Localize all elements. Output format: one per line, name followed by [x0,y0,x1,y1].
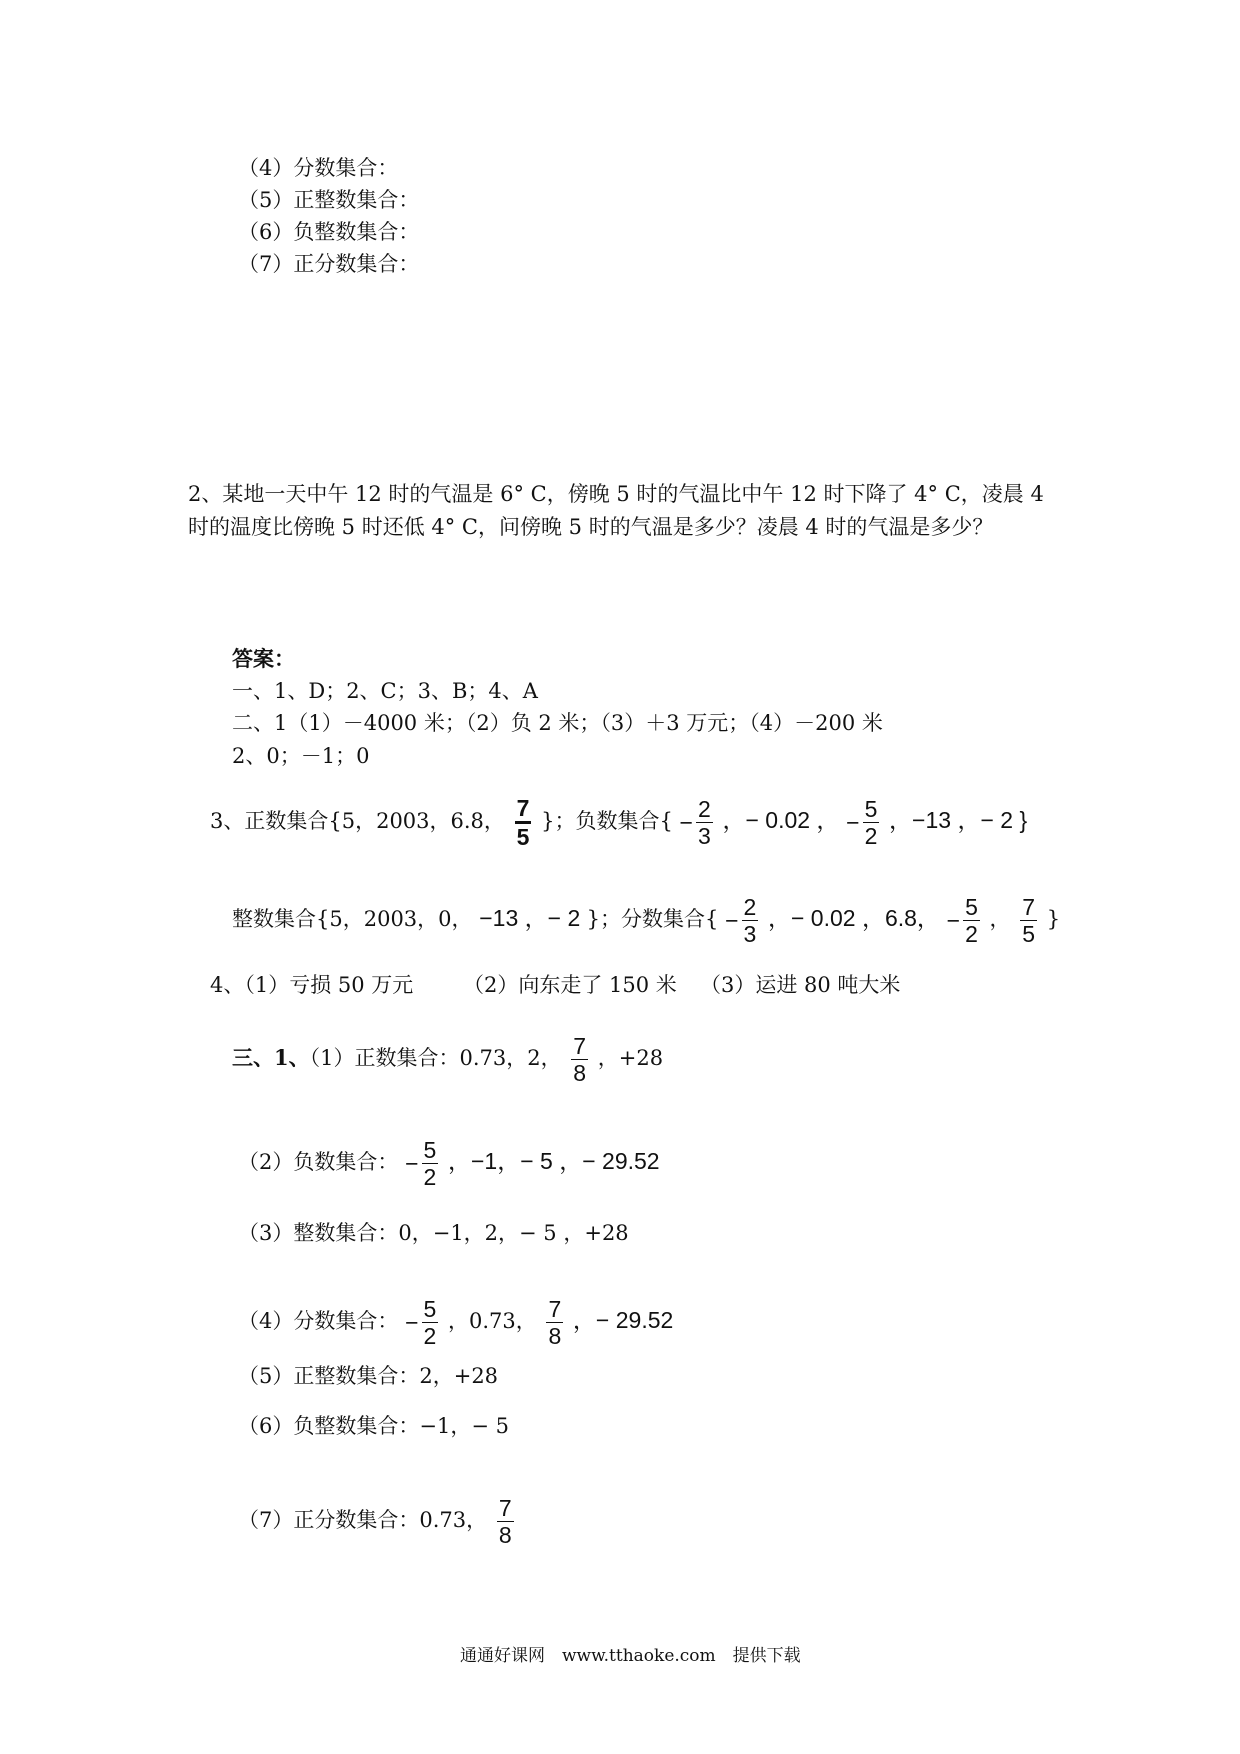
answer-section-3-p2 [238,1131,660,1194]
fraction-5-2: $\frac{5}{2}$ [965,894,978,947]
minus-sign: − [725,907,739,934]
p1-label: （1）正数集合：0.73，2， [309,1046,562,1070]
q3-integer-values: −13 ，− 2 [479,905,587,931]
answer-section-2-q3-sets [232,888,1060,951]
fraction-5-2: $\frac{5}{2}$ [423,1137,437,1190]
answers-heading: 答案： [232,646,295,671]
minus-sign: − [405,1309,419,1336]
answer-section-2-q4-a: 4、（1）亏损 50 万元 [210,973,414,997]
fraction-7-5: $\frac{7}{5}$ [1022,894,1036,947]
q3-integer-prefix: 整数集合{5，2003，0， [232,907,473,931]
fraction-5-2: $\frac{5}{2}$ [864,796,878,849]
q2-line-2: 时的温度比傍晚 5 时还低 4° C，问傍晚 5 时的气温是多少？凌晨 4 时的气温是多少？ [188,515,994,539]
fraction-5-2: $\frac{5}{2}$ [423,1296,437,1349]
fraction-7-8: $\frac{7}{8}$ [498,1495,512,1548]
q3-negative-values-2: ，−13 ，− 2 } [889,807,1028,833]
p4-end: ，− 29.52 [572,1307,674,1333]
q3-negative-prefix: }；负数集合{ [541,809,673,833]
p4-mid: ，0.73， [447,1309,537,1333]
q3-fraction-values: ，− 0.02 ，6.8， [767,905,940,931]
answer-section-3-p3: （3）整数集合：0，−1，2，− 5 ，+28 [238,1221,629,1245]
q1-item-negative-integer-set: （6）负整数集合： [238,220,420,244]
fraction-2-3: $\frac{2}{3}$ [743,894,757,947]
answer-section-3-p1 [232,1028,663,1088]
answer-section-3-p5: （5）正整数集合：2，+28 [238,1364,499,1388]
answer-section-3-p7 [238,1490,517,1550]
q1-item-fraction-set: （4）分数集合： [238,156,399,180]
answer-section-2-q4-b: （2）向东走了 150 米 [463,973,677,997]
answer-section-3-p6: （6）负整数集合：−1，− 5 [238,1414,509,1438]
q3-fraction-prefix: }；分数集合{ [586,907,719,931]
q3-separator: ， [989,907,1011,931]
section-3-prefix: 三、1、 [232,1045,310,1070]
minus-sign: − [405,1150,419,1177]
answer-section-2-q1: 二、1（1）－4000 米；（2）负 2 米；（3）＋3 万元；（4）－200 米 [232,711,883,735]
p1-end: ，+28 [597,1046,664,1070]
minus-sign: − [846,809,860,836]
answer-section-2-q4-c: （3）运进 80 吨大米 [700,973,901,997]
answer-section-1: 一、1、D；2、C；3、B；4、A [232,679,538,703]
p7-label: （7）正分数集合：0.73， [238,1508,488,1532]
fraction-2-3: $\frac{2}{3}$ [697,796,711,849]
answer-section-3-p4 [238,1290,673,1353]
q3-positive-prefix: 3、正数集合{5，2003，6.8， [210,809,505,833]
fraction-7-8: $\frac{7}{8}$ [548,1296,562,1349]
p2-values: ，−1，− 5 ，− 29.52 [447,1148,660,1174]
minus-sign: − [679,809,693,836]
q1-item-positive-integer-set: （5）正整数集合： [238,188,420,212]
p4-label: （4）分数集合： [238,1309,399,1333]
fraction-7-5: $\frac{7}{5}$ [516,795,530,850]
answer-section-2-q3 [210,790,1027,853]
page-footer: 通通好课网 www.tthaoke.com 提供下载 [460,1646,801,1666]
q3-close-brace: } [1046,907,1061,931]
answer-section-2-q2: 2、0；－1；0 [232,744,370,768]
q2-line-1: 2、某地一天中午 12 时的气温是 6° C，傍晚 5 时的气温比中午 12 时下降了 4° C，凌晨 4 [188,482,1044,506]
minus-sign: − [946,907,961,934]
p2-label: （2）负数集合： [238,1150,399,1174]
q1-item-positive-fraction-set: （7）正分数集合： [238,252,420,276]
fraction-7-8: $\frac{7}{8}$ [573,1033,587,1086]
q3-negative-values-1: ，− 0.02 ， [722,807,840,833]
